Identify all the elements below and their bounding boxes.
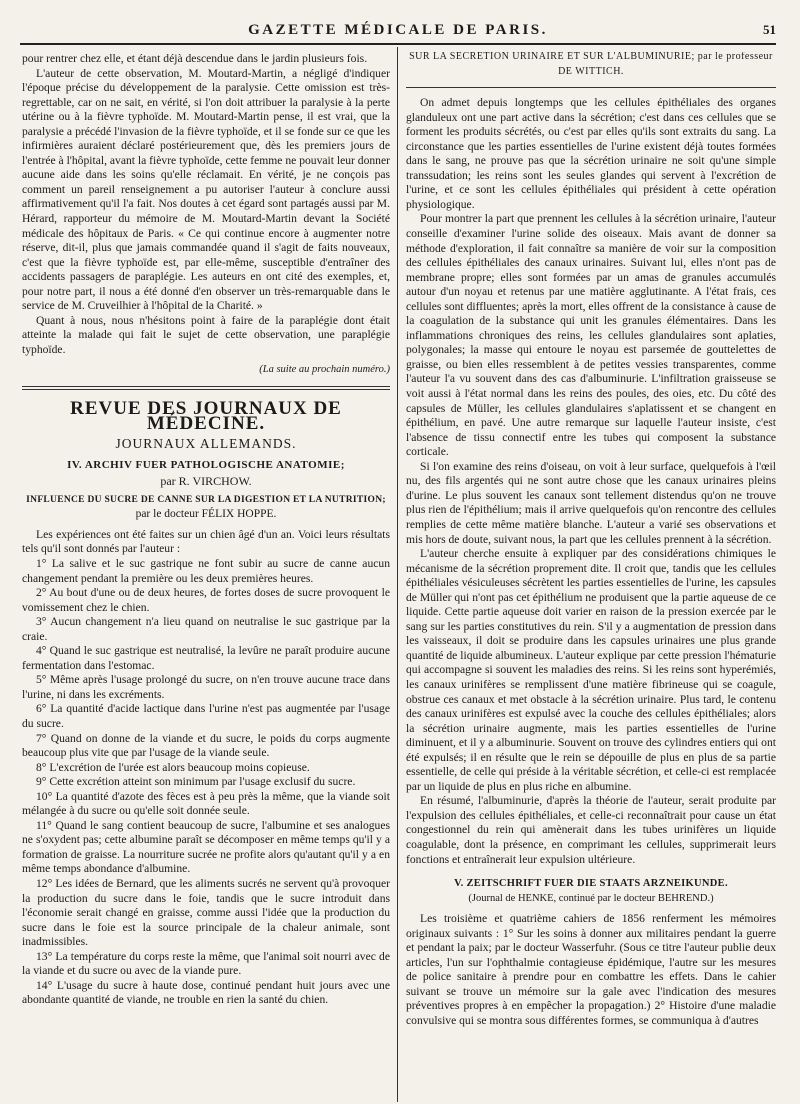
paragraph: En résumé, l'albuminurie, d'après la théorie de l'auteur, serait produite par l'expulsion des cellules épithéliales, et celle-ci reconnaîtrait pour cause un état congestionnel du rein qui amènerait dans les tubes urinifères un liquide coagulable, dont la présence, en comprimant les cellules, supprimerait leurs fonctions et entraînerait leur expulsion ultérieure. xyxy=(406,794,776,866)
list-item: 7° Quand on donne de la viande et du sucre, le poids du corps augmente beaucoup plus vite que par l'usage de la viande seule. xyxy=(22,731,390,760)
section-rule xyxy=(22,389,390,390)
article-author: par le docteur FÉLIX HOPPE. xyxy=(135,508,277,521)
section-title: REVUE DES JOURNAUX DE MÉDECINE. xyxy=(70,398,342,434)
column-divider xyxy=(397,47,398,1102)
section-subtitle: JOURNAUX ALLEMANDS. xyxy=(115,436,297,452)
header-rule xyxy=(20,43,776,45)
list-item: Les expériences ont été faites sur un chien âgé d'un an. Voici leurs résultats tels qu'il sont donnés par l'auteur : xyxy=(22,527,390,556)
list-item: 3° Aucun changement n'a lieu quand on neutralise le suc gastrique par la craie. xyxy=(22,615,390,643)
paragraph: L'auteur de cette observation, M. Moutard-Martin, a négligé d'indiquer l'époque précise du développement de la paralysie. Cette omission est très-regrettable, car on ne sait, en vérité, si l'on doit attribuer la paralysie à la perte utérine ou à la fièvre typhoïde. M. Moutard-Martin pense, il est vrai, que la paralysie a précédé l'invasion de la fièvre typhoïde, et il se fonde sur ce que les infirmières auraient déclaré postérieurement que, dès les premiers jours de l'entrée à l'hôpital, avant la fièvre typhoïde, cette femme ne pouvait leur donner aucune aide dans les soins qu'elle réclamait. En vérité, je ne conçois pas comment un pareil renseignement a pu autoriser l'auteur à conclure aussi affirmativement qu'il l'a fait. Nos doutes à cet égard sont partagés aussi par M. Hérard, rapporteur du mémoire de M. Moutard-Martin devant la Société médicale des hôpitaux de Paris. « Ce qui continue encore à augmenter notre réserve, dit-il, plus que jamais commandée quand il s'agit de faits nouveaux, c'est que la fièvre typhoïde est, par elle-même, susceptible d'entraîner des accidents passagers de paraplégie. Les auteurs en ont cité des exemples, et, pour notre part, il nous a été donné d'en observer un très-remarquable dans le service de M. Cruveilhier à l'hôpital de la Charité. » xyxy=(22,66,390,313)
right-column xyxy=(406,52,776,1102)
paragraph: Si l'on examine des reins d'oiseau, on voit à leur surface, quelquefois à l'œil nu, des fils argentés qui ne sont autre chose que les canaux urinaires pleins d'urine. Le plus souvent les canaux sont tellement distendus qu'on ne trouve plus rien de l'épithélium; mais il arrive quelquefois qu'on rencontre des cellules remplies de cette même matière blanche. L'auteur a varié ses observations et mis hors de doute, suivant nous, la part que les cellules prennent à la sécrétion. xyxy=(406,459,776,546)
journal-title: GAZETTE MÉDICALE DE PARIS. xyxy=(248,22,548,38)
paragraph: Quant à nous, nous n'hésitons point à faire de la paraplégie dont était atteinte la malade qui fait le sujet de cette observation, une paraplégie typhoïde. xyxy=(22,313,390,356)
journal-note: (Journal de HENKE, continué par le docteur BEHREND.) xyxy=(468,892,714,904)
article-title: INFLUENCE DU SUCRE DE CANNE SUR LA DIGESTION ET LA NUTRITION; xyxy=(26,494,386,505)
page-header xyxy=(20,22,776,42)
list-item: 10° La quantité d'azote des fèces est à peu près la même, que la viande soit mélangée à du sucre ou qu'elle soit donnée seule. xyxy=(22,789,390,818)
article-heading-box xyxy=(406,52,776,88)
list-item: 8° L'excrétion de l'urée est alors beaucoup moins copieuse. xyxy=(36,760,310,774)
continuation-note: (La suite au prochain numéro.) xyxy=(259,364,390,376)
list-item: 5° Même après l'usage prolongé du sucre, on n'en trouve aucune trace dans l'urine, ni dans les excréments. xyxy=(22,673,390,701)
paragraph: Les troisième et quatrième cahiers de 1856 renferment les mémoires originaux suivants : 1° Sur les soins à donner aux militaires pendant la guerre et pendant la paix; par le docteur Wasserfuhr. (Sous ce titre l'auteur publie deux articles, l'un sur l'ophthalmie contagieuse épidémique, l'autre sur les mesures de police sanitaire à prendre pour en combattre les effets. Dans le cahier suivant se trouve un mémoire sur la gale avec l'indication des mesures préventives propres à en empêcher la propagation.) 2° Histoire d'une maladie convulsive qui se montra sous différentes formes, se communiqua à d'autres xyxy=(406,912,776,1027)
paragraph: pour rentrer chez elle, et étant déjà descendue dans le jardin plusieurs fois. xyxy=(22,52,368,65)
list-item: 4° Quand le suc gastrique est neutralisé, la levûre ne paraît produire aucune fermentation dans l'estomac. xyxy=(22,644,390,672)
page-number: 51 xyxy=(763,22,776,37)
list-item: 9° Cette excrétion atteint son minimum par l'usage exclusif du sucre. xyxy=(36,775,356,789)
list-item: 12° Les idées de Bernard, que les aliments sucrés ne servent qu'à provoquer la production du sucre dans le foie, tandis que le sucre introduit dans l'économie serait changé en graisse, comme aussi l'idée que la production du sucre dans le foie est la source principale de la chaleur animale, sont inadmissibles. xyxy=(22,876,390,949)
list-item: 1° La salive et le suc gastrique ne font subir au sucre de canne aucun changement pendant la première ou les deux premières heures. xyxy=(22,556,390,585)
journal-heading: IV. ARCHIV FUER PATHOLOGISCHE ANATOMIE; xyxy=(67,458,345,471)
list-item: 11° Quand le sang contient beaucoup de sucre, l'albumine et ses analogues ne s'oxydent pas; cette albumine paraît se décomposer en même temps qu'il y a formation de graisse. La nourriture sucrée ne profite alors qu'autant qu'il y a en même temps abondance d'albumine. xyxy=(22,818,390,876)
list-item: 6° La quantité d'acide lactique dans l'urine n'est pas augmentée par l'usage du sucre. xyxy=(22,702,390,730)
list-item: 13° La température du corps reste la même, que l'animal soit nourri avec de la viande et du sucre ou avec de la viande pure. xyxy=(22,949,390,978)
article-title: SUR LA SÉCRÉTION URINAIRE ET SUR L'ALBUMINURIE; par le professeur DE WITTICH. xyxy=(409,52,773,77)
list-item: 14° L'usage du sucre à haute dose, continué pendant huit jours avec une abondante quantité de viande, ne trouble en rien la santé du chien. xyxy=(22,978,390,1007)
section-rule xyxy=(22,386,390,387)
left-column xyxy=(22,52,390,1102)
journal-editor: par R. VIRCHOW. xyxy=(160,474,252,489)
paragraph: On admet depuis longtemps que les cellules épithéliales des organes glanduleux ont une part active dans la sécrétion; c'est dans ces cellules que se forment les produits sécrétés, ou c'est par elles qu'ils sont extraits du sang. La circonstance que les parties essentielles de l'urine existent déjà toutes formées dans le sang, ne prouve pas que la sécrétion urinaire ne soit qu'une simple transsudation; les reins sont les seules glandes qui servent à l'excrétion de l'urine, et ce sont les cellules épithéliales qui président à cette opération physiologique. xyxy=(406,96,776,211)
list-item: 2° Au bout d'une ou de deux heures, de fortes doses de sucre provoquent le vomissement chez le chien. xyxy=(22,586,390,614)
paragraph: L'auteur cherche ensuite à expliquer par des considérations chimiques le mécanisme de la sécrétion proprement dite. Il croit que, tandis que les cellules épithéliales vésiculeuses sécrètent les parties essentielles de l'urine, les capsules de Müller qui n'ont pas cet épithélium ne produisent que la partie aqueuse de ce liquide. Cette partie aqueuse doit varier en raison de la pression exercée par le sang sur les parties constitutives du rein. S'il y a augmentation de pression dans les vaisseaux, il doit se produire dans les capsules urinaires une plus grande quantité de liquide albumineux. L'auteur explique par cette pression l'hématurie qui accompagne si souvent les maladies des reins. Si les reins sont hyperémiés, les canaux urinifères se remplissent d'une matière fibrineuse qui se coagule, obstrue ces canaux et met obstacle à la sécrétion urinaire. Plus tard, le contenu des canaux urinifères est expulsé avec la couche des cellules épithéliales; alors la sécrétion urinaire augmente, mais les parties essentielles de l'urine diminuent, et il y a albuminurie. Souvent on trouve des cylindres entiers qui ont été expulsés; il en résulte que le rein se dépouille de plus en plus de sa partie essentielle, de celle qui préside à la véritable sécrétion, et celle-ci est remplacée par un liquide de plus en plus riche en albumine. xyxy=(406,547,776,793)
journal-heading: V. ZEITSCHRIFT FUER DIE STAATS ARZNEIKUNDE. xyxy=(454,878,728,890)
paragraph: Pour montrer la part que prennent les cellules à la sécrétion urinaire, l'auteur conseille d'examiner l'urine solide des oiseaux. Mais avant de donner sa méthode d'exploration, il fait connaître sa manière de voir sur la composition des cellules épithéliales des canaux urinaires. Suivant lui, elles n'ont pas de membrane propre; elles sont formées par un amas de granules accumulés autour d'un noyau et retenus par une matière agglutinante. A l'état frais, ces cellules sont diffluentes; après la mort, elles offrent de la consistance à cause de la coagulation de la substance qui unit les granules élémentaires. Dans les inflammations chroniques des reins, les cellules glandulaires sont aplaties, polygonales; la masse qui entoure le noyau est parsemée de gouttelettes de graisse, ou bien elles ressemblent à de petites vessies transparentes, comme l'auteur l'a vu souvent dans des cas d'albuminurie. L'infiltration graisseuse se voit aussi à l'état normal dans les reins des poules, des oies, etc. Du côté des capsules de Müller, les cellules glandulaires s'aplatissent et se changent en épithélium, en pavé. Une autre remarque sur laquelle l'auteur insiste, c'est l'absence de tissu connectif entre les tubes qui composent la substance corticale. xyxy=(406,212,776,459)
